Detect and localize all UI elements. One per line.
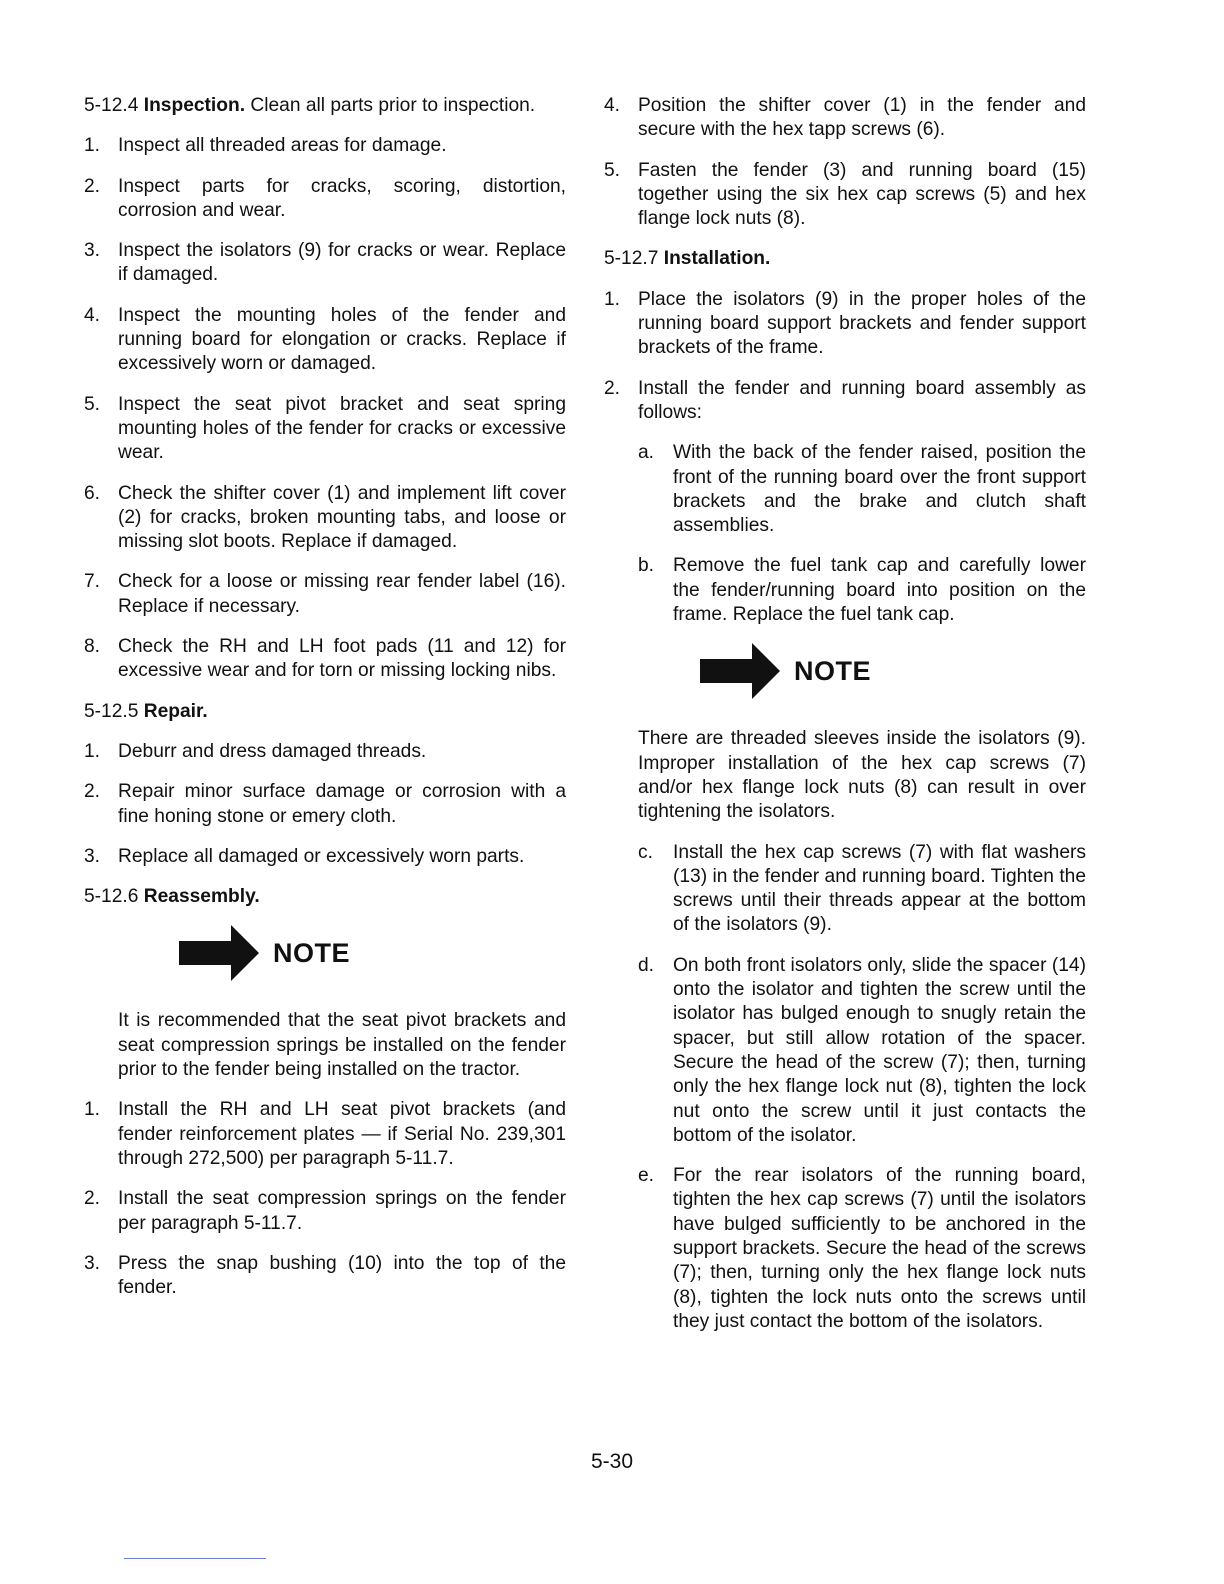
item-number: 7. (84, 571, 101, 593)
item-text: Deburr and dress damaged threads. (118, 740, 427, 762)
reassembly-heading (84, 885, 566, 909)
note-arrow-icon (179, 925, 259, 981)
list-item (84, 1098, 566, 1171)
section-title: Reassembly. (143, 886, 260, 908)
item-text: Replace all damaged or excessively worn parts. (118, 845, 525, 867)
note-text: There are threaded sleeves inside the isolators (9). Improper installation of the hex cap screws (7) and/or hex flange lock nuts (8) can result in over tightening the isolators. (638, 728, 1086, 823)
section-title: Inspection. (143, 95, 246, 116)
section-title: Repair. (143, 700, 208, 722)
item-text: Repair minor surface damage or corrosion with a fine honing stone or emery cloth. (118, 781, 566, 827)
item-letter: c. (638, 841, 653, 863)
item-text: Install the hex cap screws (7) with flat washers (13) in the fender and running board. Tighten the screws until their threads appear at the bottom of the isolators (9). (673, 841, 1086, 936)
item-text: Install the fender and running board assembly as follows: (638, 377, 1086, 423)
note-label: NOTE (794, 656, 872, 687)
item-text: With the back of the fender raised, position the front of the running board over the front support brackets and the brake and clutch shaft assemblies. (673, 442, 1086, 537)
item-letter: e. (638, 1165, 655, 1187)
left-column (84, 94, 566, 1316)
list-item (84, 570, 566, 619)
sub-item (638, 441, 1086, 538)
right-column (604, 94, 1086, 1350)
list-item (84, 393, 566, 466)
item-letter: a. (638, 442, 655, 464)
item-number: 3. (84, 1252, 101, 1274)
list-item (604, 94, 1086, 143)
section-number: 5-12.7 (604, 248, 659, 270)
item-number: 4. (84, 304, 101, 326)
note-arrow-icon (700, 643, 780, 699)
item-text: Inspect the seat pivot bracket and seat spring mounting holes of the fender for cracks or excessive wear. (118, 393, 566, 464)
list-item (604, 288, 1086, 361)
repair-heading (84, 700, 566, 724)
item-number: 3. (84, 845, 101, 867)
list-item (84, 134, 566, 158)
item-text: For the rear isolators of the running board, tighten the hex cap screws (7) until the isolators have bulged sufficiently to be anchored in the support brackets. Secure the head of the screws (7); then, turning only the hex flange lock nuts (8), tighten the lock nuts onto the screws until they just contact the bottom of the isolators. (673, 1165, 1086, 1332)
item-text: Inspect the isolators (9) for cracks or wear. Replace if damaged. (118, 240, 566, 286)
item-text: Fasten the fender (3) and running board (15) together using the six hex cap screws (5) and hex flange lock nuts (8). (638, 159, 1086, 230)
item-text: Press the snap bushing (10) into the top of the fender. (118, 1252, 566, 1299)
item-number: 2. (84, 175, 101, 197)
item-number: 5. (84, 393, 101, 415)
item-number: 5. (604, 159, 621, 181)
item-number: 2. (604, 377, 621, 399)
note-text: It is recommended that the seat pivot brackets and seat compression springs be installed on the fender prior to the fender being installed on the tractor. (118, 1010, 566, 1081)
sub-item (638, 554, 1086, 627)
item-text: Check the RH and LH foot pads (11 and 12) for excessive wear and for torn or missing locking nibs. (118, 636, 566, 682)
note-label: NOTE (273, 938, 351, 969)
list-item (84, 845, 566, 869)
item-text: Check the shifter cover (1) and implement lift cover (2) for cracks, broken mounting tabs, and loose or missing slot boots. Replace if damaged. (118, 482, 566, 553)
item-number: 6. (84, 482, 101, 504)
page-number: 5-30 (590, 1450, 634, 1473)
item-text: Install the RH and LH seat pivot brackets (and fender reinforcement plates — if Serial No. 239,301 through 272,500) per paragraph 5-11.7. (118, 1099, 566, 1169)
footer-rule (124, 1558, 266, 1559)
item-number: 2. (84, 1188, 101, 1210)
sub-item (638, 841, 1086, 938)
installation-heading (604, 247, 1086, 271)
item-number: 2. (84, 781, 101, 803)
item-text: Install the seat compression springs on the fender per paragraph 5-11.7. (118, 1188, 566, 1234)
item-number: 8. (84, 636, 101, 658)
sub-item (638, 954, 1086, 1148)
list-item (84, 175, 566, 224)
section-number: 5-12.5 (84, 700, 139, 722)
list-item (84, 740, 566, 764)
list-item (604, 377, 1086, 426)
list-item (84, 635, 566, 684)
item-number: 1. (84, 740, 101, 762)
list-item (84, 1252, 566, 1301)
list-item (84, 304, 566, 377)
list-item (84, 1187, 566, 1236)
note-callout (179, 925, 566, 981)
item-number: 1. (84, 1099, 101, 1121)
item-text: Inspect all threaded areas for damage. (118, 135, 447, 157)
section-number: 5-12.4 (84, 95, 139, 116)
item-number: 1. (84, 135, 101, 157)
item-text: Place the isolators (9) in the proper holes of the running board support brackets and fender support brackets of the frame. (638, 288, 1086, 359)
section-intro: Clean all parts prior to inspection. (250, 95, 536, 116)
item-text: Position the shifter cover (1) in the fender and secure with the hex tapp screws (6). (638, 95, 1086, 141)
list-item (84, 239, 566, 288)
item-letter: b. (638, 555, 655, 577)
item-text: Inspect the mounting holes of the fender and running board for elongation or cracks. Replace if excessively worn or damaged. (118, 304, 566, 375)
item-number: 1. (604, 288, 621, 310)
note-callout (700, 643, 1086, 699)
section-title: Installation. (663, 248, 771, 270)
item-number: 3. (84, 240, 101, 262)
section-number: 5-12.6 (84, 886, 139, 908)
list-item (84, 780, 566, 829)
list-item (604, 159, 1086, 232)
item-text: Inspect parts for cracks, scoring, distortion, corrosion and wear. (118, 175, 566, 221)
list-item (84, 482, 566, 555)
inspection-heading (84, 94, 566, 118)
item-number: 4. (604, 95, 621, 116)
item-text: Check for a loose or missing rear fender label (16). Replace if necessary. (118, 571, 566, 617)
item-letter: d. (638, 954, 655, 976)
item-text: Remove the fuel tank cap and carefully lower the fender/running board into position on the frame. Replace the fuel tank cap. (673, 555, 1086, 626)
sub-item (638, 1164, 1086, 1334)
item-text: On both front isolators only, slide the spacer (14) onto the isolator and tighten the screw until the isolator has bulged enough to snugly retain the spacer, but still allow rotation of the spacer. Secure the head of the screw (7); then, turning only the hex flange lock nut (8), tighten the lock nut onto the screw until it just contacts the bottom of the isolator. (673, 954, 1086, 1146)
